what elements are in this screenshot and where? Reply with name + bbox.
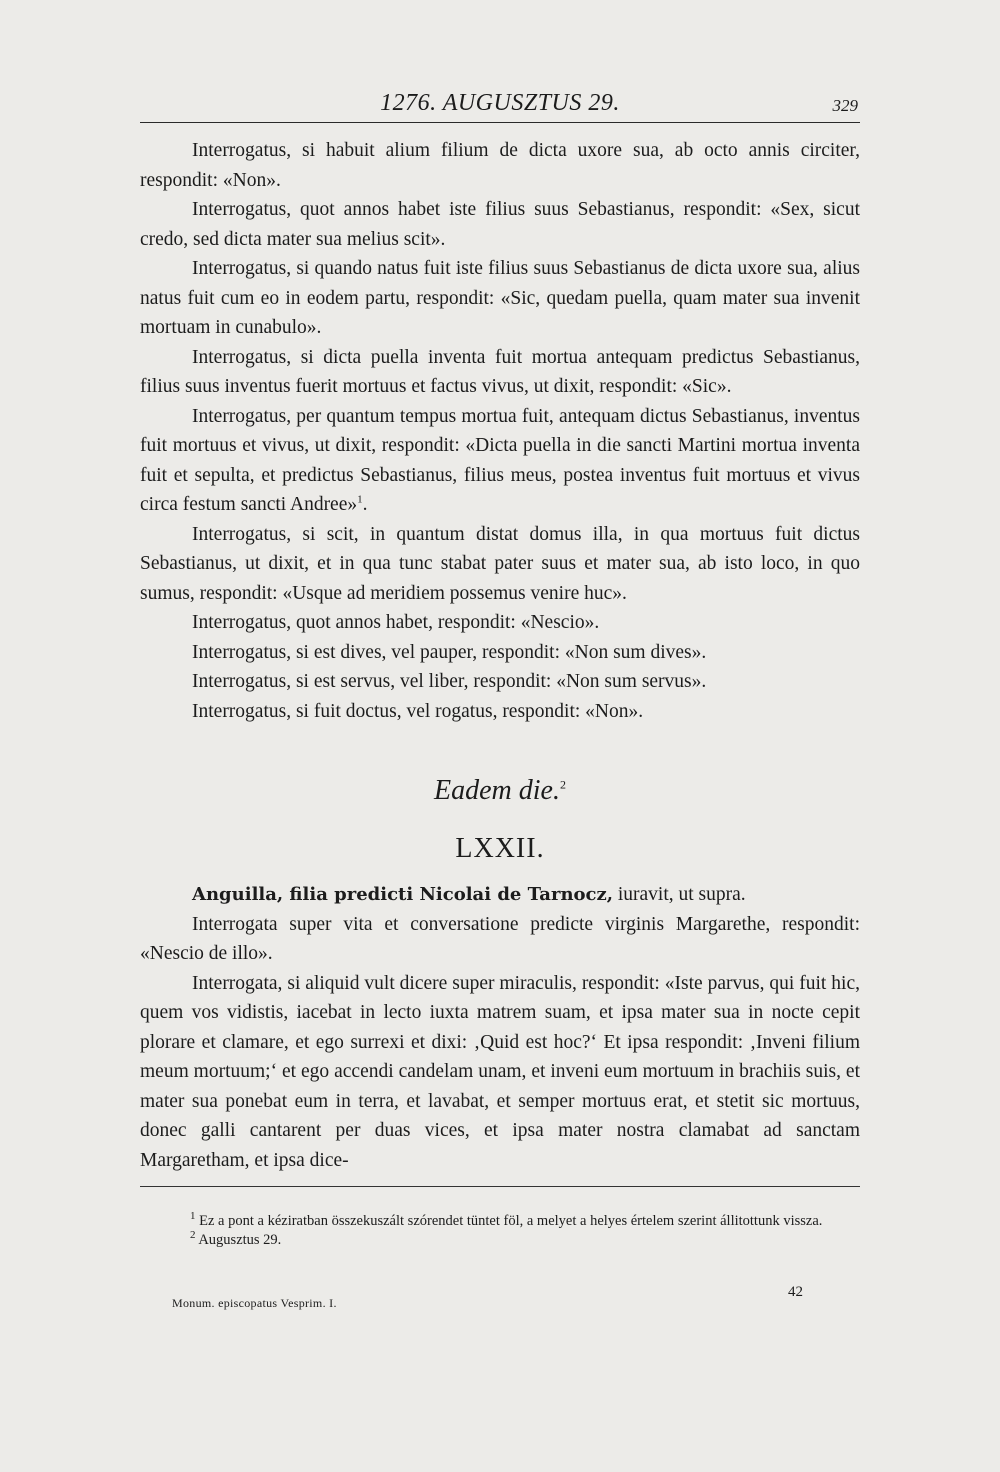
date-heading-text: Eadem die. bbox=[434, 775, 560, 806]
date-heading bbox=[140, 775, 860, 807]
footnote-text: Augusztus 29. bbox=[198, 1232, 282, 1248]
footnote-mark: 1 bbox=[190, 1210, 196, 1223]
paragraph: Interrogatus, si est servus, vel liber, respondit: «Non sum servus». bbox=[192, 671, 707, 692]
footnote-mark: 1 bbox=[357, 493, 363, 506]
paragraph: Interrogatus, si scit, in quantum distat domus illa, in qua mortuus fuit dictus Sebastianus, ut dixit, et in qua tunc stabat pater suus et mater sua, ab isto loco, in quo sumus, respondit: «Usque ad meridiem possemus venire huc». bbox=[140, 523, 860, 604]
paragraph-tail: . bbox=[362, 494, 368, 515]
footnote-text: Ez a pont a kéziratban összekuszált szórendet tüntet föl, a melyet a helyes értelem szerint állitottunk vissza. bbox=[199, 1213, 823, 1229]
paragraph: Interrogatus, quot annos habet iste filius suus Sebastianus, respondit: «Sex, sicut credo, sed dicta mater sua melius scit». bbox=[140, 199, 860, 250]
paragraph: Interrogatus, si dicta puella inventa fuit mortua antequam predictus Sebastianus, filius suus inventus fuerit mortuus et factus vivus, ut dixit, respondit: «Sic». bbox=[140, 346, 860, 397]
paragraph: Interrogatus, si habuit alium filium de dicta uxore sua, ab octo annis circiter, respondit: «Non». bbox=[140, 140, 860, 191]
paragraph-text: Interrogatus, per quantum tempus mortua fuit, antequam dictus Sebastianus, inventus fuit mortuus et vivus, ut dixit, respondit: «Dicta puella in die sancti Martini mortua inventa fuit et sepulta, et predictus Sebastianus, filius meus, postea inventus fuit mortuus et vivus circa festum sancti Andree» bbox=[140, 405, 860, 515]
paragraph: Interrogata, si aliquid vult dicere super miraculis, respondit: «Iste parvus, qui fuit hic, quem vos vidistis, iacebat in lecto iuxta matrem suam, et ipsa mater sua in nocte cepit plorare et clamare, et ego surrexi et dixi: ‚Quid est hoc?‘ Et ipsa respondit: ‚Inveni filium meum mortuum;‘ et ego accendi candelam unam, et inveni eum mortuum in brachiis suis, et mater sua ponebat eum in terra, et lavabat, et semper mortuus erat, et stetit sic mortuus, donec galli cantarent per duas vices, et ipsa mater nostra clamabat ad sanctam Margaretham, et ipsa dice- bbox=[140, 972, 860, 1171]
footnote-mark: 2 bbox=[190, 1229, 196, 1242]
page-number: 329 bbox=[832, 96, 858, 115]
page-header bbox=[140, 88, 860, 123]
paragraph: Interrogata super vita et conversatione predicte virginis Margarethe, respondit: «Nescio de illo». bbox=[140, 913, 860, 964]
series-title: Monum. episcopatus Vesprim. I. bbox=[172, 1296, 337, 1310]
witness-name: Anguilla, filia predicti Nicolai de Tarnocz, bbox=[192, 884, 613, 905]
witness-tail: iuravit, ut supra. bbox=[612, 884, 746, 905]
paragraph: Interrogatus, si fuit doctus, vel rogatus, respondit: «Non». bbox=[192, 700, 644, 722]
footnotes bbox=[140, 1212, 860, 1250]
paragraph: Interrogatus, si est dives, vel pauper, respondit: «Non sum dives». bbox=[192, 641, 707, 663]
paragraph: Interrogatus, si quando natus fuit iste filius suus Sebastianus de dicta uxore sua, alius natus fuit cum eo in eodem partu, respondit: «Sic, quedam puella, quam mater sua invenit mortuam in cunabulo». bbox=[140, 258, 860, 338]
entry-number-heading: LXXII. bbox=[455, 833, 545, 864]
running-title: 1276. AUGUSZTUS 29. bbox=[380, 90, 620, 116]
footnote-mark: 2 bbox=[559, 777, 566, 792]
paragraph-with-footnote bbox=[140, 402, 860, 520]
footnote bbox=[140, 1212, 860, 1231]
section-1-body bbox=[140, 136, 860, 726]
signature-mark: 42 bbox=[788, 1284, 803, 1300]
footnote bbox=[140, 1231, 860, 1250]
paragraph: Interrogatus, quot annos habet, respondit: «Nescio». bbox=[192, 612, 600, 633]
witness-paragraph bbox=[140, 880, 860, 910]
section-2-body bbox=[140, 880, 860, 1175]
footnote-divider bbox=[140, 1186, 860, 1187]
